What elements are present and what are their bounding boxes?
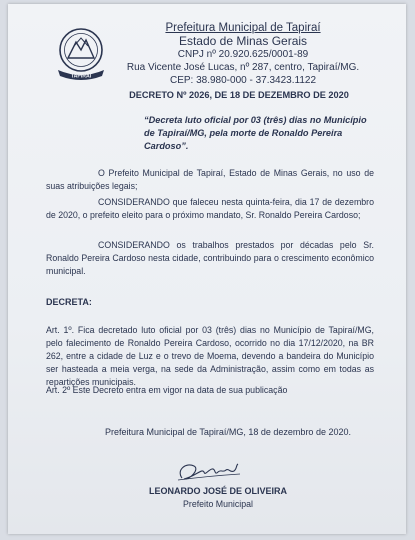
- prefeitura-name: Prefeitura Municipal de Tapiraí: [165, 22, 321, 34]
- article-1-paragraph: Art. 1º. Fica decretado luto oficial por 03 (três) dias no Município de Tapiraí/MG, pelo falecimento de Ronaldo Pereira Cardoso, ocorrido no dia 17/12/2020, na BR 262, entre a cidade de Luz e o trevo de Moema, devendo a bandeira do Município ser hasteada a meia verga, na sede da Administração, assim como em todas as repartições municipais.: [46, 325, 374, 387]
- cep-phone-line: CEP: 38.980-000 - 37.3423.1122: [169, 75, 317, 86]
- decree-ementa: “Decreta luto oficial por 03 (três) dias no Município de Tapiraí/MG, pela morte de Ronaldo Pereira Cardoso”.: [144, 115, 367, 151]
- state-name: Estado de Minas Gerais: [178, 34, 308, 48]
- cnpj-line: CNPJ nº 20.920.625/0001-89: [177, 49, 309, 60]
- place-date-line: Prefeitura Municipal de Tapiraí/MG, 18 de dezembro de 2020.: [105, 427, 351, 437]
- municipal-crest-icon: [52, 26, 110, 86]
- letterhead: [118, 22, 368, 87]
- considerando-paragraph-1: CONSIDERANDO que faleceu nesta quinta-feira, dia 17 de dezembro de 2020, o prefeito eleito para o próximo mandato, Sr. Ronaldo Pereira Cardoso;: [46, 197, 374, 220]
- preamble-paragraph: O Prefeito Municipal de Tapiraí, Estado de Minas Gerais, no uso de suas atribuições legais;: [46, 168, 374, 191]
- decree-title: DECRETO Nº 2026, DE 18 DE DEZEMBRO DE 2020: [129, 90, 349, 100]
- crest-ribbon-label: TAPIRAÍ: [70, 73, 92, 80]
- address-line: Rua Vicente José Lucas, nº 287, centro, Tapiraí/MG.: [126, 62, 360, 73]
- article-2-paragraph: Art. 2º Este Decreto entra em vigor na data de sua publicação: [46, 385, 288, 395]
- signer-role: Prefeito Municipal: [183, 499, 253, 509]
- considerando-paragraph-2: CONSIDERANDO os trabalhos prestados por décadas pelo Sr. Ronaldo Pereira Cardoso nesta cidade, contribuindo para o crescimento econômico municipal.: [46, 240, 374, 276]
- document-page: [8, 4, 406, 534]
- signer-name: LEONARDO JOSÉ DE OLIVEIRA: [148, 486, 288, 496]
- decreta-heading: DECRETA:: [46, 297, 92, 307]
- handwritten-signature-icon: [174, 460, 244, 484]
